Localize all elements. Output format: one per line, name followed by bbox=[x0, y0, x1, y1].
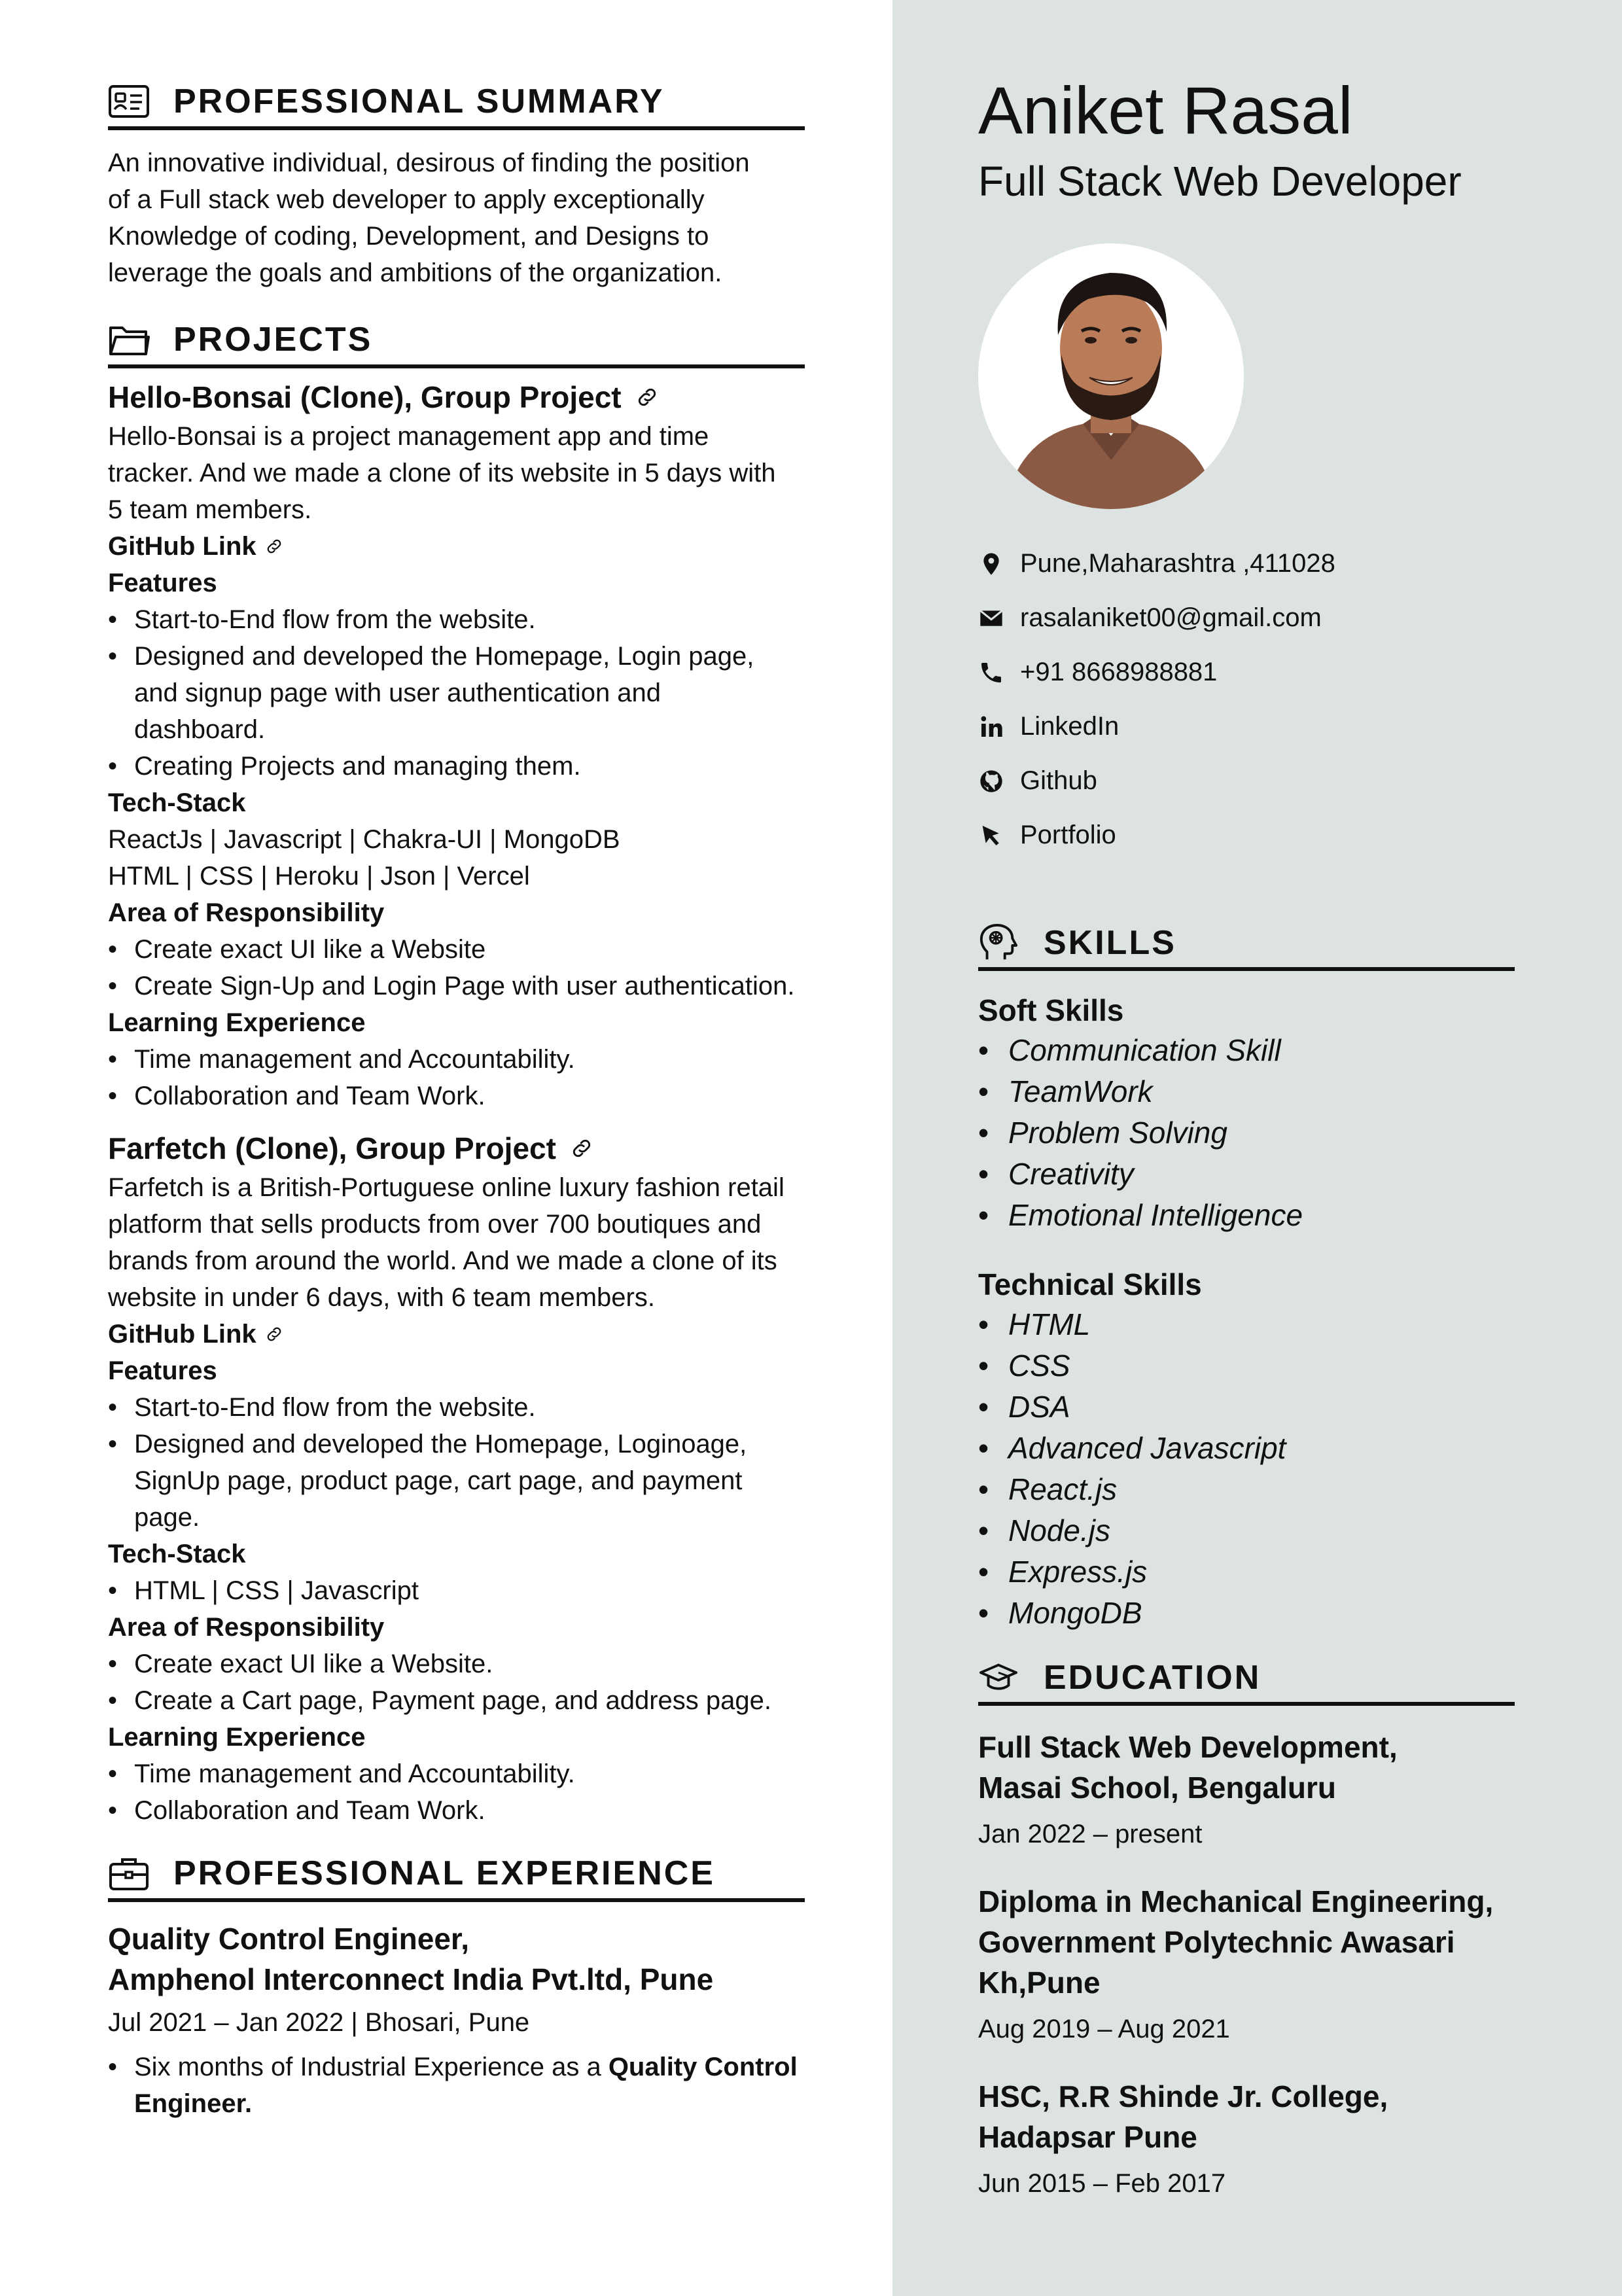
contact-phone-text[interactable]: +91 8668988881 bbox=[1020, 658, 1218, 686]
contact-portfolio[interactable] bbox=[978, 808, 1515, 862]
summary-title: PROFESSIONAL SUMMARY bbox=[173, 82, 665, 120]
contact-github[interactable] bbox=[978, 754, 1515, 808]
project-desc-line: brands from around the world. And we made a clone of its bbox=[108, 1246, 777, 1275]
list-item: • Time management and Accountability. bbox=[108, 1041, 805, 1078]
projects-title: PROJECTS bbox=[173, 321, 373, 359]
project-title-text: Farfetch (Clone), Group Project bbox=[108, 1131, 556, 1165]
education-date: Jun 2015 – Feb 2017 bbox=[978, 2169, 1226, 2198]
list-item: • MongoDB bbox=[978, 1593, 1515, 1634]
list-item: • Create exact UI like a Website bbox=[108, 931, 805, 968]
education-entry bbox=[978, 2076, 1515, 2202]
list-item-text: Six months of Industrial Experience as a bbox=[134, 2053, 608, 2081]
experience-title: PROFESSIONAL EXPERIENCE bbox=[173, 1854, 715, 1892]
summary-line: of a Full stack web developer to apply exceptionally bbox=[108, 185, 705, 214]
summary-line: Knowledge of coding, Development, and Designs to bbox=[108, 222, 709, 251]
list-item: • Time management and Accountability. bbox=[108, 1756, 805, 1792]
link-icon[interactable] bbox=[569, 1136, 594, 1161]
profile-role: Full Stack Web Developer bbox=[978, 158, 1462, 205]
experience-list bbox=[108, 2049, 805, 2122]
skills-title: SKILLS bbox=[1044, 924, 1176, 962]
project-desc-line: platform that sells products from over 700 boutiques and bbox=[108, 1210, 762, 1239]
list-item bbox=[108, 2049, 805, 2122]
list-item: • React.js bbox=[978, 1469, 1515, 1510]
projects-header bbox=[108, 320, 805, 368]
list-item: • Advanced Javascript bbox=[978, 1428, 1515, 1469]
folder-icon bbox=[108, 321, 150, 358]
list-item: • Start-to-End flow from the website. bbox=[108, 601, 805, 638]
list-item: • Express.js bbox=[978, 1551, 1515, 1593]
contact-portfolio-text[interactable]: Portfolio bbox=[1020, 821, 1116, 849]
list-item-emphasis: Engineer. bbox=[134, 2089, 253, 2118]
responsibility-list bbox=[108, 1646, 805, 1719]
list-item: • Collaboration and Team Work. bbox=[108, 1792, 805, 1829]
project-desc-line: Hello-Bonsai is a project management app and time bbox=[108, 422, 709, 451]
experience-company: Amphenol Interconnect India Pvt.ltd, Pune bbox=[108, 1962, 714, 1996]
experience-entry bbox=[108, 1918, 805, 2122]
project-desc-line: tracker. And we made a clone of its website in 5 days with bbox=[108, 459, 776, 487]
list-item-text: and signup page with user authentication and bbox=[134, 679, 661, 707]
phone-icon bbox=[978, 660, 1004, 686]
education-degree: HSC, R.R Shinde Jr. College, bbox=[978, 2079, 1388, 2113]
list-item-emphasis: Quality Control bbox=[608, 2053, 798, 2081]
contact-phone[interactable] bbox=[978, 645, 1515, 699]
list-item: • Emotional Intelligence bbox=[978, 1195, 1515, 1236]
profile-photo bbox=[978, 243, 1244, 509]
link-icon[interactable] bbox=[635, 385, 660, 410]
summary-line: An innovative individual, desirous of finding the position bbox=[108, 149, 750, 177]
project-title-text: Hello-Bonsai (Clone), Group Project bbox=[108, 380, 622, 414]
id-card-icon bbox=[108, 83, 150, 120]
link-icon[interactable] bbox=[264, 1324, 284, 1344]
contact-linkedin[interactable] bbox=[978, 699, 1515, 754]
sidebar-column bbox=[978, 71, 1515, 2202]
main-column bbox=[108, 82, 805, 2122]
experience-role: Quality Control Engineer, bbox=[108, 1922, 470, 1956]
brain-head-icon bbox=[978, 923, 1019, 963]
list-item: • Collaboration and Team Work. bbox=[108, 1078, 805, 1114]
contact-location-text: Pune,Maharashtra ,411028 bbox=[1020, 549, 1335, 578]
technical-skills-label: Technical Skills bbox=[978, 1267, 1202, 1301]
contact-github-text[interactable]: Github bbox=[1020, 766, 1097, 795]
project-title bbox=[108, 1127, 805, 1169]
education-entry bbox=[978, 1727, 1515, 1852]
tech-stack-label: Tech-Stack bbox=[108, 788, 246, 817]
list-item-text: page. bbox=[134, 1503, 200, 1532]
education-school: Masai School, Bengaluru bbox=[978, 1771, 1336, 1805]
education-school: Kh,Pune bbox=[978, 1966, 1101, 2000]
responsibility-list bbox=[108, 931, 805, 1004]
learning-list bbox=[108, 1756, 805, 1829]
list-item: • Create Sign-Up and Login Page with user authentication. bbox=[108, 968, 805, 1004]
experience-header bbox=[108, 1854, 805, 1902]
tech-stack-line: HTML | CSS | Heroku | Json | Vercel bbox=[108, 862, 530, 891]
envelope-icon bbox=[978, 605, 1004, 631]
tech-stack-label: Tech-Stack bbox=[108, 1540, 246, 1568]
list-item: • Communication Skill bbox=[978, 1030, 1515, 1071]
contact-email-text[interactable]: rasalaniket00@gmail.com bbox=[1020, 603, 1322, 632]
list-item: • Create exact UI like a Website. bbox=[108, 1646, 805, 1682]
list-item: • Start-to-End flow from the website. bbox=[108, 1389, 805, 1426]
tech-stack-list bbox=[108, 1572, 805, 1609]
education-degree: Diploma in Mechanical Engineering, bbox=[978, 1884, 1494, 1918]
github-link[interactable] bbox=[108, 528, 805, 565]
technical-skills-list bbox=[978, 1304, 1515, 1634]
list-item bbox=[108, 1426, 805, 1536]
project-desc-line: 5 team members. bbox=[108, 495, 312, 524]
list-item: • Creating Projects and managing them. bbox=[108, 748, 805, 785]
education-date: Jan 2022 – present bbox=[978, 1820, 1203, 1848]
learning-label: Learning Experience bbox=[108, 1008, 366, 1037]
avatar bbox=[978, 243, 1244, 509]
contact-location bbox=[978, 537, 1515, 591]
education-title: EDUCATION bbox=[1044, 1659, 1261, 1697]
learning-label: Learning Experience bbox=[108, 1723, 366, 1752]
soft-skills-list bbox=[978, 1030, 1515, 1236]
learning-list bbox=[108, 1041, 805, 1114]
soft-skills-label: Soft Skills bbox=[978, 993, 1124, 1027]
project-hello-bonsai bbox=[108, 376, 805, 1114]
github-link-label: GitHub Link bbox=[108, 1320, 256, 1349]
contact-email[interactable] bbox=[978, 591, 1515, 645]
experience-dates: Jul 2021 – Jan 2022 | Bhosari, Pune bbox=[108, 2008, 530, 2037]
education-school: Hadapsar Pune bbox=[978, 2120, 1197, 2154]
responsibility-label: Area of Responsibility bbox=[108, 1613, 385, 1642]
list-item: • Problem Solving bbox=[978, 1112, 1515, 1154]
graduation-cap-icon bbox=[978, 1657, 1019, 1698]
project-farfetch bbox=[108, 1127, 805, 1829]
project-desc-line: website in under 6 days, with 6 team members. bbox=[108, 1283, 655, 1312]
linkedin-icon bbox=[978, 714, 1004, 740]
responsibility-label: Area of Responsibility bbox=[108, 898, 385, 927]
cursor-arrow-icon bbox=[978, 822, 1004, 849]
features-list bbox=[108, 1389, 805, 1536]
profile-name: Aniket Rasal bbox=[978, 73, 1353, 148]
education-header bbox=[978, 1657, 1515, 1706]
education-degree: Full Stack Web Development, bbox=[978, 1730, 1398, 1764]
list-item: • Node.js bbox=[978, 1510, 1515, 1551]
list-item: • DSA bbox=[978, 1386, 1515, 1428]
list-item: • TeamWork bbox=[978, 1071, 1515, 1112]
link-icon[interactable] bbox=[264, 537, 284, 556]
list-item-text: Designed and developed the Homepage, Loginoage, bbox=[134, 1430, 747, 1458]
github-link[interactable] bbox=[108, 1316, 805, 1352]
education-school: Government Polytechnic Awasari bbox=[978, 1925, 1455, 1959]
list-item-text: Designed and developed the Homepage, Login page, bbox=[134, 642, 754, 671]
education-entry bbox=[978, 1881, 1515, 2047]
education-date: Aug 2019 – Aug 2021 bbox=[978, 2015, 1230, 2043]
contact-list bbox=[978, 537, 1515, 862]
features-list bbox=[108, 601, 805, 785]
list-item bbox=[108, 638, 805, 748]
list-item: • Creativity bbox=[978, 1154, 1515, 1195]
summary-text bbox=[108, 145, 805, 291]
list-item: • CSS bbox=[978, 1345, 1515, 1386]
summary-header bbox=[108, 82, 805, 130]
github-link-label: GitHub Link bbox=[108, 532, 256, 561]
briefcase-icon bbox=[108, 1855, 150, 1892]
skills-header bbox=[978, 923, 1515, 971]
github-icon bbox=[978, 768, 1004, 794]
list-item-text: dashboard. bbox=[134, 715, 266, 744]
summary-line: leverage the goals and ambitions of the organization. bbox=[108, 258, 722, 287]
tech-stack-line: ReactJs | Javascript | Chakra-UI | MongoDB bbox=[108, 825, 620, 854]
contact-linkedin-text[interactable]: LinkedIn bbox=[1020, 712, 1120, 741]
features-label: Features bbox=[108, 1356, 217, 1385]
project-desc-line: Farfetch is a British-Portuguese online luxury fashion retail bbox=[108, 1173, 785, 1202]
list-item: • Create a Cart page, Payment page, and address page. bbox=[108, 1682, 805, 1719]
map-pin-icon bbox=[978, 551, 1004, 577]
list-item: • HTML bbox=[978, 1304, 1515, 1345]
features-label: Features bbox=[108, 569, 217, 597]
list-item: • HTML | CSS | Javascript bbox=[108, 1572, 805, 1609]
project-title bbox=[108, 376, 805, 418]
list-item-text: SignUp page, product page, cart page, and payment bbox=[134, 1466, 743, 1495]
